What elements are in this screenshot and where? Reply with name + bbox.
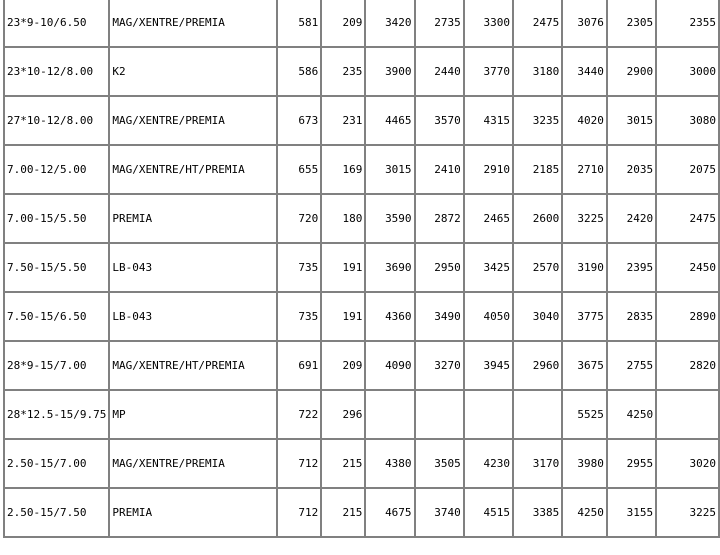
value-cell-col8: 2955	[607, 439, 656, 488]
value-cell-col6	[513, 390, 562, 439]
tire-spec-table	[3, 0, 720, 538]
tire-size-cell: 7.00-15/5.50	[4, 194, 109, 243]
value-cell-col9: 3225	[656, 488, 719, 537]
pattern-cell: MAG/XENTRE/PREMIA	[109, 439, 277, 488]
value-cell-col5: 3770	[464, 47, 513, 96]
value-cell-col3: 4090	[365, 341, 414, 390]
value-cell-col2: 215	[321, 488, 365, 537]
tire-size-cell: 7.50-15/6.50	[4, 292, 109, 341]
value-cell-col4: 2440	[415, 47, 464, 96]
value-cell-col6: 2570	[513, 243, 562, 292]
value-cell-col6: 3170	[513, 439, 562, 488]
table-row	[4, 341, 719, 390]
value-cell-col1: 735	[277, 243, 321, 292]
value-cell-col2: 235	[321, 47, 365, 96]
value-cell-col7: 3980	[562, 439, 607, 488]
value-cell-col6: 3385	[513, 488, 562, 537]
value-cell-col4: 3740	[415, 488, 464, 537]
pattern-cell: PREMIA	[109, 194, 277, 243]
tire-size-cell: 2.50-15/7.00	[4, 439, 109, 488]
value-cell-col1: 673	[277, 96, 321, 145]
value-cell-col4	[415, 390, 464, 439]
pattern-cell: PREMIA	[109, 488, 277, 537]
tire-size-cell: 28*12.5-15/9.75	[4, 390, 109, 439]
value-cell-col7: 2710	[562, 145, 607, 194]
value-cell-col5: 4515	[464, 488, 513, 537]
tire-size-cell: 27*10-12/8.00	[4, 96, 109, 145]
price-table-container	[3, 0, 720, 538]
value-cell-col3: 4675	[365, 488, 414, 537]
value-cell-col4: 3490	[415, 292, 464, 341]
value-cell-col9: 3080	[656, 96, 719, 145]
value-cell-col6: 2600	[513, 194, 562, 243]
value-cell-col2: 191	[321, 292, 365, 341]
pattern-cell: K2	[109, 47, 277, 96]
tire-size-cell: 7.50-15/5.50	[4, 243, 109, 292]
value-cell-col8: 2420	[607, 194, 656, 243]
tire-size-cell: 7.00-12/5.00	[4, 145, 109, 194]
value-cell-col6: 2185	[513, 145, 562, 194]
value-cell-col4: 2950	[415, 243, 464, 292]
value-cell-col3: 4360	[365, 292, 414, 341]
value-cell-col7: 3675	[562, 341, 607, 390]
value-cell-col8: 2395	[607, 243, 656, 292]
value-cell-col5	[464, 390, 513, 439]
value-cell-col8: 2035	[607, 145, 656, 194]
value-cell-col9: 3020	[656, 439, 719, 488]
value-cell-col2: 209	[321, 341, 365, 390]
value-cell-col6: 3040	[513, 292, 562, 341]
value-cell-col3: 3015	[365, 145, 414, 194]
value-cell-col7: 5525	[562, 390, 607, 439]
value-cell-col8: 3015	[607, 96, 656, 145]
value-cell-col7: 4020	[562, 96, 607, 145]
value-cell-col8: 2755	[607, 341, 656, 390]
pattern-cell: MAG/XENTRE/PREMIA	[109, 0, 277, 47]
value-cell-col2: 231	[321, 96, 365, 145]
value-cell-col1: 712	[277, 439, 321, 488]
value-cell-col9: 2890	[656, 292, 719, 341]
value-cell-col3: 4465	[365, 96, 414, 145]
value-cell-col8: 3155	[607, 488, 656, 537]
tire-size-cell: 2.50-15/7.50	[4, 488, 109, 537]
value-cell-col3: 3420	[365, 0, 414, 47]
value-cell-col9: 2075	[656, 145, 719, 194]
value-cell-col6: 2960	[513, 341, 562, 390]
value-cell-col3: 3590	[365, 194, 414, 243]
value-cell-col5: 3425	[464, 243, 513, 292]
pattern-cell: MAG/XENTRE/HT/PREMIA	[109, 145, 277, 194]
pattern-cell: MAG/XENTRE/HT/PREMIA	[109, 341, 277, 390]
value-cell-col9: 2475	[656, 194, 719, 243]
value-cell-col9: 3000	[656, 47, 719, 96]
value-cell-col1: 722	[277, 390, 321, 439]
value-cell-col2: 180	[321, 194, 365, 243]
table-row	[4, 390, 719, 439]
value-cell-col2: 191	[321, 243, 365, 292]
value-cell-col9: 2820	[656, 341, 719, 390]
value-cell-col1: 581	[277, 0, 321, 47]
value-cell-col8: 2305	[607, 0, 656, 47]
value-cell-col4: 3505	[415, 439, 464, 488]
value-cell-col7: 4250	[562, 488, 607, 537]
table-row	[4, 488, 719, 537]
value-cell-col4: 3570	[415, 96, 464, 145]
value-cell-col3: 3690	[365, 243, 414, 292]
value-cell-col4: 2735	[415, 0, 464, 47]
value-cell-col3: 4380	[365, 439, 414, 488]
value-cell-col4: 2872	[415, 194, 464, 243]
tire-size-cell: 28*9-15/7.00	[4, 341, 109, 390]
value-cell-col9: 2450	[656, 243, 719, 292]
value-cell-col7: 3190	[562, 243, 607, 292]
table-row	[4, 0, 719, 47]
value-cell-col9: 2355	[656, 0, 719, 47]
table-row	[4, 194, 719, 243]
value-cell-col8: 4250	[607, 390, 656, 439]
value-cell-col6: 3235	[513, 96, 562, 145]
value-cell-col8: 2835	[607, 292, 656, 341]
value-cell-col5: 4230	[464, 439, 513, 488]
table-row	[4, 243, 719, 292]
value-cell-col5: 3945	[464, 341, 513, 390]
value-cell-col7: 3225	[562, 194, 607, 243]
tire-size-cell: 23*10-12/8.00	[4, 47, 109, 96]
value-cell-col6: 3180	[513, 47, 562, 96]
value-cell-col2: 215	[321, 439, 365, 488]
value-cell-col5: 4315	[464, 96, 513, 145]
value-cell-col5: 2910	[464, 145, 513, 194]
value-cell-col5: 3300	[464, 0, 513, 47]
pattern-cell: LB-043	[109, 292, 277, 341]
value-cell-col2: 169	[321, 145, 365, 194]
value-cell-col7: 3775	[562, 292, 607, 341]
value-cell-col4: 2410	[415, 145, 464, 194]
value-cell-col8: 2900	[607, 47, 656, 96]
value-cell-col3: 3900	[365, 47, 414, 96]
value-cell-col5: 4050	[464, 292, 513, 341]
value-cell-col1: 691	[277, 341, 321, 390]
value-cell-col2: 209	[321, 0, 365, 47]
value-cell-col4: 3270	[415, 341, 464, 390]
value-cell-col1: 655	[277, 145, 321, 194]
value-cell-col1: 586	[277, 47, 321, 96]
table-body	[4, 0, 719, 537]
table-row	[4, 439, 719, 488]
value-cell-col1: 712	[277, 488, 321, 537]
value-cell-col2: 296	[321, 390, 365, 439]
pattern-cell: LB-043	[109, 243, 277, 292]
tire-size-cell: 23*9-10/6.50	[4, 0, 109, 47]
pattern-cell: MP	[109, 390, 277, 439]
table-row	[4, 145, 719, 194]
value-cell-col9	[656, 390, 719, 439]
table-row	[4, 96, 719, 145]
value-cell-col5: 2465	[464, 194, 513, 243]
value-cell-col3	[365, 390, 414, 439]
value-cell-col1: 720	[277, 194, 321, 243]
table-row	[4, 292, 719, 341]
value-cell-col7: 3440	[562, 47, 607, 96]
value-cell-col7: 3076	[562, 0, 607, 47]
value-cell-col6: 2475	[513, 0, 562, 47]
table-row	[4, 47, 719, 96]
value-cell-col1: 735	[277, 292, 321, 341]
pattern-cell: MAG/XENTRE/PREMIA	[109, 96, 277, 145]
